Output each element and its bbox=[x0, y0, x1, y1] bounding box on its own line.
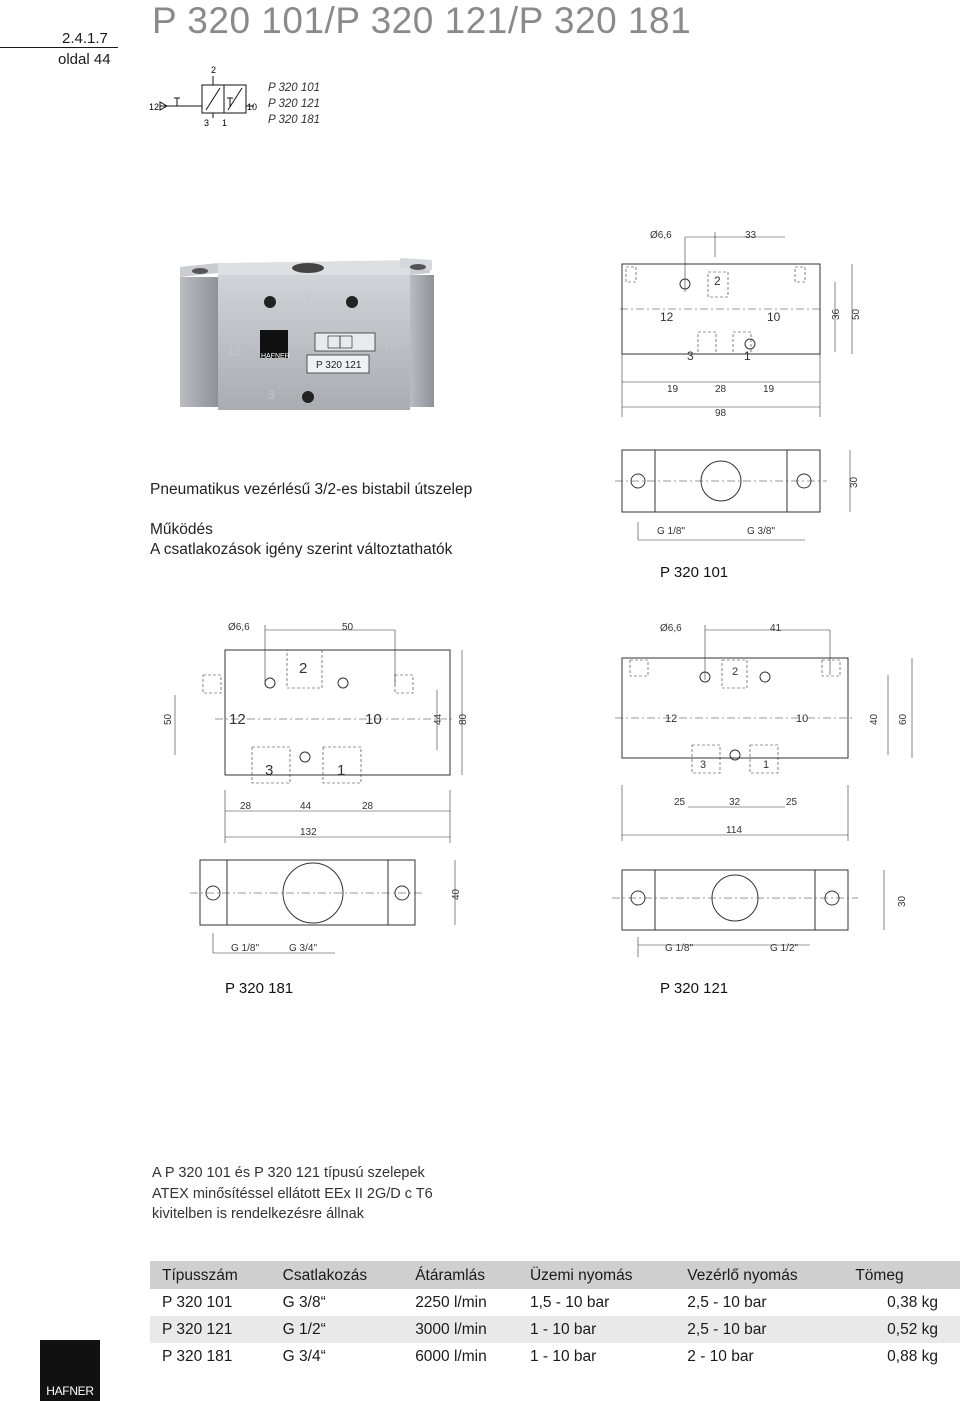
thread-g12: G 1/2" bbox=[770, 943, 799, 954]
cell-working-pressure: 1 - 10 bar bbox=[518, 1316, 675, 1343]
dim-28a: 28 bbox=[240, 801, 252, 812]
port-3: 3 bbox=[700, 759, 707, 771]
table-header-row bbox=[150, 1261, 960, 1289]
port-1: 1 bbox=[744, 349, 751, 363]
cell-working-pressure: 1 - 10 bar bbox=[529, 1347, 597, 1365]
col-type: Típusszám bbox=[150, 1261, 271, 1289]
cell-type: P 320 181 bbox=[162, 1347, 233, 1365]
dim-132: 132 bbox=[300, 827, 317, 838]
port-2: 2 bbox=[714, 274, 721, 288]
port-3: 3 bbox=[265, 762, 274, 779]
section-number: 2.4.1.7 bbox=[62, 30, 108, 47]
photo-port-10: 10 bbox=[383, 337, 398, 352]
header-rule bbox=[0, 47, 118, 48]
dim-30: 30 bbox=[849, 476, 860, 488]
cell-weight: 0,52 kg bbox=[843, 1316, 960, 1343]
atex-note bbox=[152, 1163, 433, 1225]
dim-98: 98 bbox=[715, 408, 727, 419]
dim-60: 60 bbox=[898, 713, 909, 725]
symbol-port-10: 10 bbox=[247, 102, 258, 112]
port-2: 2 bbox=[299, 660, 308, 677]
dim-41: 41 bbox=[770, 623, 782, 634]
atex-line-3: kivitelben is rendelkezésre állnak bbox=[152, 1206, 364, 1222]
symbol-model-3: P 320 181 bbox=[268, 114, 321, 126]
drawing-p320101 bbox=[595, 222, 960, 552]
port-12: 12 bbox=[660, 310, 674, 324]
cell-type: P 320 121 bbox=[150, 1316, 271, 1343]
table-row bbox=[150, 1289, 960, 1316]
col-connection: Csatlakozás bbox=[271, 1261, 404, 1289]
port-12: 12 bbox=[229, 711, 246, 728]
photo-port-2: 2 bbox=[305, 291, 312, 303]
caption-p320101-label: P 320 101 bbox=[660, 564, 729, 581]
valve-symbol bbox=[140, 60, 265, 130]
thread-g18: G 1/8" bbox=[665, 943, 694, 954]
dim-50: 50 bbox=[851, 308, 862, 320]
logo-text: HAFNER bbox=[46, 1384, 94, 1398]
thread-g34: G 3/4" bbox=[289, 943, 318, 954]
atex-line-2: ATEX minősítéssel ellátott EEx II 2G/D c T6 bbox=[152, 1185, 433, 1202]
operation-heading: Működés bbox=[150, 521, 213, 538]
dim-50-top: 50 bbox=[342, 622, 354, 633]
caption-p320181: P 320 181 bbox=[225, 980, 294, 997]
symbol-port-12: 12 bbox=[149, 102, 160, 112]
photo-port-12: 12 bbox=[227, 343, 242, 358]
product-description: Pneumatikus vezérlésű 3/2-es bistabil útszelep bbox=[150, 481, 473, 498]
cell-flow: 2250 l/min bbox=[415, 1293, 487, 1311]
thread-g38: G 3/8" bbox=[747, 526, 776, 537]
dim-30: 30 bbox=[897, 895, 908, 907]
port-3: 3 bbox=[687, 349, 694, 363]
cell-connection: G 3/4“ bbox=[282, 1347, 326, 1365]
photo-brand: HAFNER bbox=[261, 353, 290, 360]
symbol-port-3: 3 bbox=[204, 118, 210, 128]
caption-p320121: P 320 121 bbox=[660, 980, 729, 997]
spec-table bbox=[150, 1261, 960, 1370]
photo-nameplate: P 320 121 bbox=[316, 360, 362, 371]
symbol-port-1: 1 bbox=[222, 118, 228, 128]
photo-port-3: 3 bbox=[268, 388, 275, 402]
dim-114: 114 bbox=[726, 825, 742, 836]
cell-working-pressure: 1,5 - 10 bar bbox=[529, 1293, 610, 1311]
drawing-p320181 bbox=[155, 615, 480, 965]
dim-25b: 25 bbox=[786, 797, 798, 808]
hafner-logo bbox=[40, 1340, 100, 1401]
col-pilot-pressure: Vezérlő nyomás bbox=[675, 1261, 843, 1289]
symbol-model-list bbox=[268, 80, 320, 128]
dim-40: 40 bbox=[869, 713, 880, 725]
dim-80: 80 bbox=[458, 713, 469, 725]
dim-44: 44 bbox=[433, 713, 444, 725]
port-2: 2 bbox=[732, 666, 739, 678]
cell-weight: 0,88 kg bbox=[887, 1347, 938, 1365]
cell-flow: 6000 l/min bbox=[415, 1347, 487, 1365]
thread-g18: G 1/8" bbox=[231, 943, 260, 954]
dim-32: 32 bbox=[729, 797, 741, 808]
dim-19a: 19 bbox=[667, 384, 679, 395]
port-10: 10 bbox=[767, 310, 781, 324]
product-photo bbox=[170, 255, 470, 415]
col-working-pressure: Üzemi nyomás bbox=[518, 1261, 675, 1289]
operation-section bbox=[150, 520, 452, 560]
cell-connection: G 1/2“ bbox=[271, 1316, 404, 1343]
col-flow: Átáramlás bbox=[403, 1261, 518, 1289]
col-weight: Tömeg bbox=[843, 1261, 960, 1289]
dim-40: 40 bbox=[451, 888, 462, 900]
cell-pilot-pressure: 2,5 - 10 bar bbox=[687, 1293, 767, 1311]
cell-pilot-pressure: 2,5 - 10 bar bbox=[675, 1316, 843, 1343]
operation-text: A csatlakozások igény szerint változtathatók bbox=[150, 541, 453, 558]
symbol-port-2: 2 bbox=[211, 65, 217, 75]
dim-diameter: Ø6,6 bbox=[660, 623, 682, 634]
dim-diameter: Ø6,6 bbox=[650, 230, 672, 241]
dim-19b: 19 bbox=[763, 384, 775, 395]
port-10: 10 bbox=[365, 711, 382, 728]
thread-g18: G 1/8" bbox=[657, 526, 686, 537]
cell-connection: G 3/8“ bbox=[282, 1293, 326, 1311]
port-12: 12 bbox=[665, 713, 678, 725]
drawing-p320121 bbox=[600, 615, 960, 965]
dim-50-side: 50 bbox=[163, 713, 174, 725]
dim-33: 33 bbox=[745, 230, 757, 241]
dim-diameter: Ø6,6 bbox=[228, 622, 250, 633]
dim-25a: 25 bbox=[674, 797, 686, 808]
symbol-model-1: P 320 101 bbox=[268, 82, 321, 94]
symbol-model-2: P 320 121 bbox=[268, 98, 321, 110]
dim-44-bottom: 44 bbox=[300, 801, 312, 812]
port-10: 10 bbox=[796, 713, 809, 725]
cell-flow: 3000 l/min bbox=[403, 1316, 518, 1343]
table-row bbox=[150, 1316, 960, 1343]
cell-pilot-pressure: 2 - 10 bar bbox=[687, 1347, 754, 1365]
page-title: P 320 101/P 320 121/P 320 181 bbox=[152, 0, 692, 41]
dim-28b: 28 bbox=[362, 801, 374, 812]
page-reference: oldal 44 bbox=[58, 51, 111, 68]
cell-weight: 0,38 kg bbox=[887, 1293, 938, 1311]
atex-line-1: A P 320 101 és P 320 121 típusú szelepek bbox=[152, 1165, 425, 1181]
port-1: 1 bbox=[337, 762, 346, 779]
port-1: 1 bbox=[763, 759, 770, 771]
table-row bbox=[150, 1343, 960, 1370]
cell-type: P 320 101 bbox=[162, 1293, 233, 1311]
dim-28: 28 bbox=[715, 384, 727, 395]
dim-36: 36 bbox=[831, 308, 842, 320]
